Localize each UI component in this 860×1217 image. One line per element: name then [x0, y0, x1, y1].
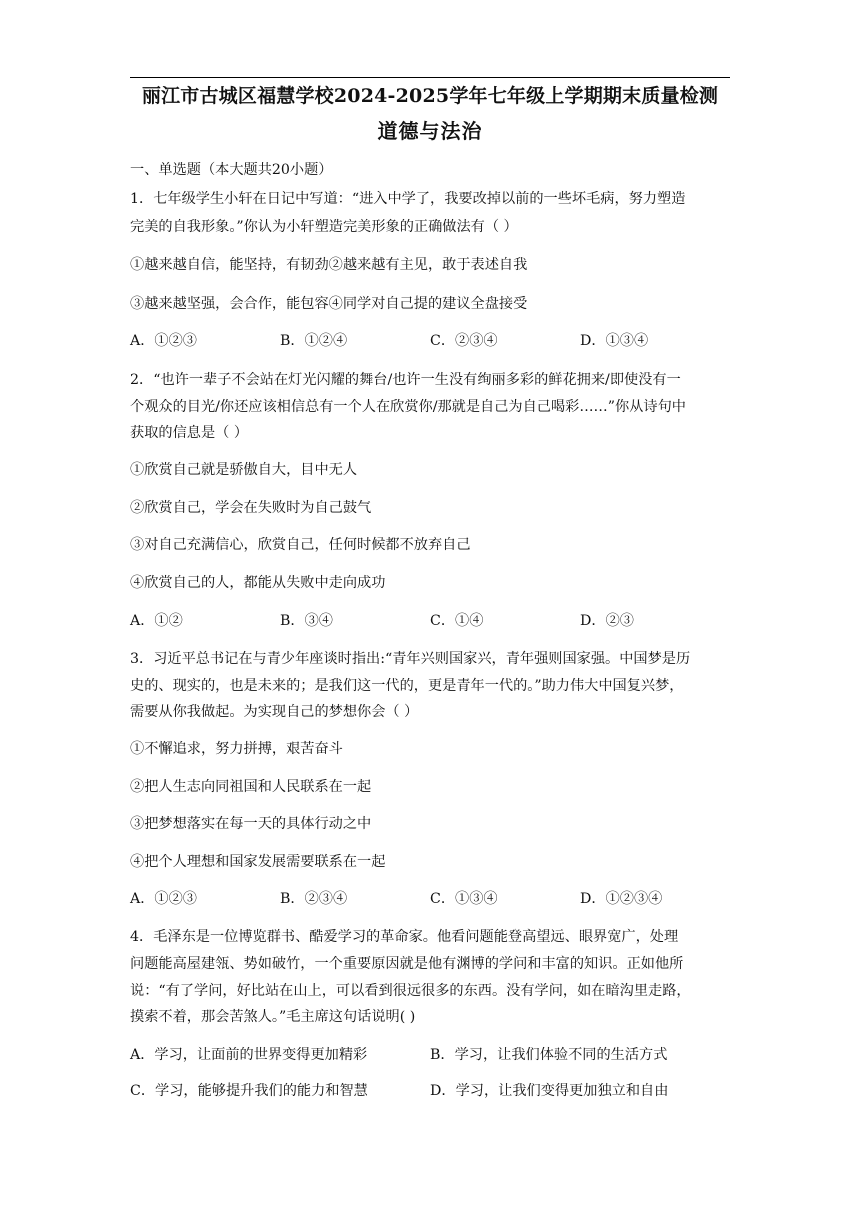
q1-option-a: A．①②③ [130, 333, 197, 349]
q2-option-b: B．③④ [280, 613, 333, 629]
q4-stem-line-1: 4．毛泽东是一位博览群书、酷爱学习的革命家。他看问题能登高望远、眼界宽广，处理 [130, 929, 679, 945]
q4-option-d: D．学习，让我们变得更加独立和自由 [430, 1083, 669, 1099]
q4-stem-line-4: 摸索不着，那会苦煞人。”毛主席这句话说明( ) [130, 1009, 416, 1025]
q4-option-c: C．学习，能够提升我们的能力和智慧 [130, 1083, 368, 1099]
q1-option-c: C．②③④ [430, 333, 498, 349]
q2-stem-line-1: 2．“也许一辈子不会站在灯光闪耀的舞台/也许一生没有绚丽多彩的鲜花拥来/即使没有一 [130, 372, 681, 388]
q1-option-d: D．①③④ [580, 333, 649, 349]
q3-statement-1: ①不懈追求，努力拼搏，艰苦奋斗 [130, 741, 343, 757]
q2-statement-1: ①欣赏自己就是骄傲自大，目中无人 [130, 462, 358, 478]
exam-title: 丽江市古城区福慧学校2024-2025学年七年级上学期期末质量检测 [141, 85, 719, 107]
q2-option-c: C．①④ [430, 613, 484, 629]
q2-stem-line-3: 获取的信息是（ ） [130, 425, 249, 441]
q4-option-a: A．学习，让面前的世界变得更加精彩 [130, 1047, 368, 1063]
q3-option-b: B．②③④ [280, 891, 348, 907]
q3-stem-line-1: 3．习近平总书记在与青少年座谈时指出:“青年兴则国家兴，青年强则国家强。中国梦是历 [130, 651, 691, 667]
q1-stem-line-1: 1．七年级学生小轩在日记中写道：“进入中学了，我要改掉以前的一些坏毛病，努力塑造 [130, 191, 686, 207]
q3-option-d: D．①②③④ [580, 891, 663, 907]
q4-stem-line-3: 说：“有了学问，好比站在山上，可以看到很远很多的东西。没有学问，如在暗沟里走路， [130, 983, 691, 999]
q3-statement-4: ④把个人理想和国家发展需要联系在一起 [130, 854, 386, 870]
q3-option-a: A．①②③ [130, 891, 197, 907]
q2-option-a: A．①② [130, 613, 183, 629]
q3-option-c: C．①③④ [430, 891, 498, 907]
section-heading: 一、单选题（本大题共20小题） [130, 162, 333, 178]
q1-option-b: B．①②④ [280, 333, 348, 349]
q3-statement-3: ③把梦想落实在每一天的具体行动之中 [130, 816, 372, 832]
q3-stem-line-3: 需要从你我做起。为实现自己的梦想你会（ ） [130, 704, 419, 720]
q4-option-b: B．学习，让我们体验不同的生活方式 [430, 1047, 668, 1063]
subject-title: 道德与法治 [377, 119, 483, 143]
header-rule [130, 77, 730, 78]
q1-statement-1: ①越来越自信，能坚持，有韧劲②越来越有主见，敢于表述自我 [130, 257, 528, 273]
q2-statement-2: ②欣赏自己，学会在失败时为自己鼓气 [130, 500, 372, 516]
q2-option-d: D．②③ [580, 613, 634, 629]
q1-stem-line-2: 完美的自我形象。”你认为小轩塑造完美形象的正确做法有（ ） [130, 219, 518, 235]
q1-statement-2: ③越来越坚强，会合作，能包容④同学对自己提的建议全盘接受 [130, 296, 528, 312]
q2-statement-4: ④欣赏自己的人，都能从失败中走向成功 [130, 575, 386, 591]
q3-statement-2: ②把人生志向同祖国和人民联系在一起 [130, 779, 372, 795]
q4-stem-line-2: 问题能高屋建瓴、势如破竹，一个重要原因就是他有渊博的学问和丰富的知识。正如他所 [130, 956, 684, 972]
q2-stem-line-2: 个观众的目光/你还应该相信总有一个人在欣赏你/那就是自己为自己喝彩……”你从诗句中 [130, 399, 686, 415]
q2-statement-3: ③对自己充满信心，欣赏自己，任何时候都不放弃自己 [130, 537, 471, 553]
q3-stem-line-2: 史的、现实的，也是未来的；是我们这一代的，更是青年一代的。”助力伟大中国复兴梦， [130, 678, 684, 694]
